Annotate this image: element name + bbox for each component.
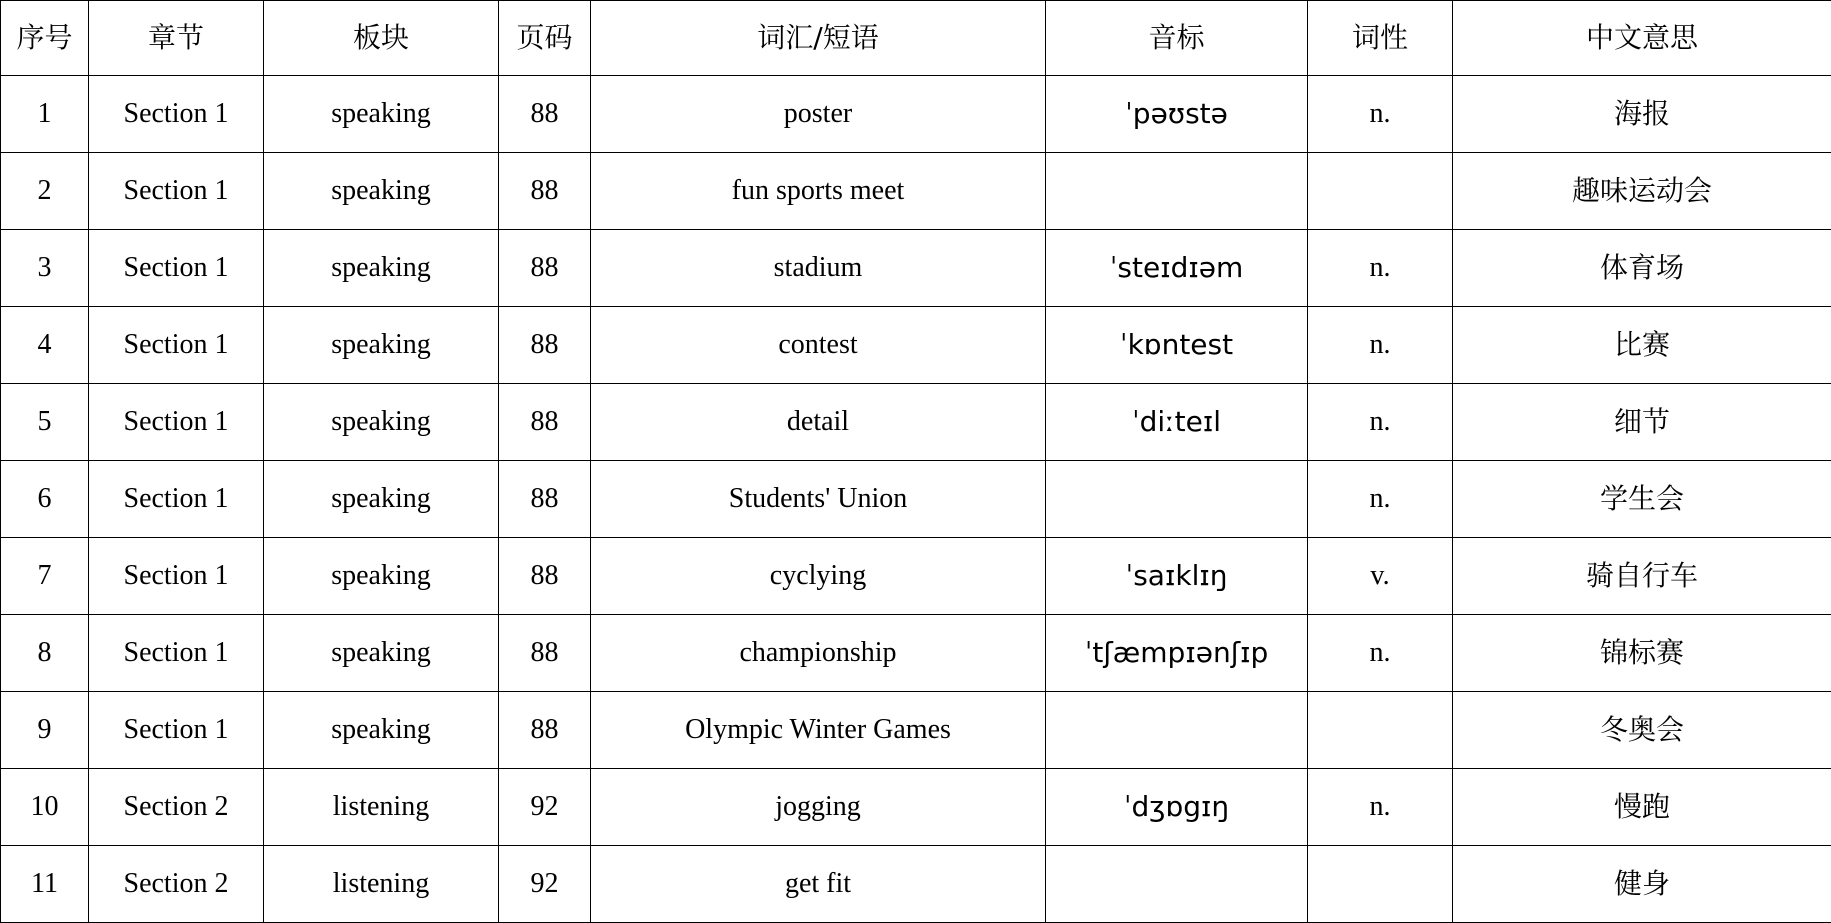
cell-pos: n. — [1308, 76, 1453, 153]
cell-pos — [1308, 153, 1453, 230]
cell-module: listening — [264, 846, 499, 923]
cell-phonetic — [1046, 692, 1308, 769]
cell-pos: n. — [1308, 307, 1453, 384]
cell-meaning: 锦标赛 — [1453, 615, 1831, 692]
cell-word: stadium — [591, 230, 1046, 307]
cell-phonetic: ˈdʒɒgɪŋ — [1046, 769, 1308, 846]
cell-word: get fit — [591, 846, 1046, 923]
cell-pos: n. — [1308, 769, 1453, 846]
cell-meaning: 学生会 — [1453, 461, 1831, 538]
cell-index: 5 — [1, 384, 89, 461]
cell-pos: v. — [1308, 538, 1453, 615]
cell-phonetic: ˈsteɪdɪəm — [1046, 230, 1308, 307]
cell-page: 88 — [499, 230, 591, 307]
table-row — [1, 692, 1831, 769]
cell-chapter: Section 1 — [89, 230, 264, 307]
cell-chapter: Section 1 — [89, 538, 264, 615]
cell-page: 88 — [499, 538, 591, 615]
cell-phonetic — [1046, 153, 1308, 230]
column-header-pos: 词性 — [1308, 1, 1453, 76]
cell-index: 1 — [1, 76, 89, 153]
table-header-row — [1, 1, 1831, 76]
column-header-phonetic: 音标 — [1046, 1, 1308, 76]
table-row — [1, 153, 1831, 230]
cell-pos: n. — [1308, 461, 1453, 538]
cell-index: 8 — [1, 615, 89, 692]
cell-phonetic: ˈkɒntest — [1046, 307, 1308, 384]
column-header-meaning: 中文意思 — [1453, 1, 1831, 76]
cell-chapter: Section 1 — [89, 384, 264, 461]
cell-index: 7 — [1, 538, 89, 615]
cell-module: speaking — [264, 307, 499, 384]
cell-page: 88 — [499, 461, 591, 538]
cell-pos: n. — [1308, 230, 1453, 307]
cell-page: 88 — [499, 153, 591, 230]
cell-page: 92 — [499, 769, 591, 846]
cell-module: speaking — [264, 76, 499, 153]
cell-chapter: Section 1 — [89, 615, 264, 692]
cell-page: 88 — [499, 76, 591, 153]
cell-phonetic — [1046, 846, 1308, 923]
cell-module: speaking — [264, 538, 499, 615]
cell-phonetic: ˈsaɪklɪŋ — [1046, 538, 1308, 615]
cell-index: 11 — [1, 846, 89, 923]
cell-pos: n. — [1308, 615, 1453, 692]
cell-page: 88 — [499, 692, 591, 769]
cell-page: 88 — [499, 384, 591, 461]
cell-pos — [1308, 692, 1453, 769]
cell-chapter: Section 2 — [89, 769, 264, 846]
table-row — [1, 615, 1831, 692]
cell-word: cyclying — [591, 538, 1046, 615]
table-header — [1, 1, 1831, 76]
cell-word: detail — [591, 384, 1046, 461]
cell-word: contest — [591, 307, 1046, 384]
cell-index: 4 — [1, 307, 89, 384]
cell-module: listening — [264, 769, 499, 846]
cell-meaning: 比赛 — [1453, 307, 1831, 384]
cell-index: 10 — [1, 769, 89, 846]
cell-index: 6 — [1, 461, 89, 538]
cell-word: championship — [591, 615, 1046, 692]
cell-index: 3 — [1, 230, 89, 307]
cell-page: 88 — [499, 307, 591, 384]
cell-module: speaking — [264, 461, 499, 538]
cell-index: 2 — [1, 153, 89, 230]
cell-meaning: 细节 — [1453, 384, 1831, 461]
cell-meaning: 骑自行车 — [1453, 538, 1831, 615]
cell-phonetic: ˈpəʊstə — [1046, 76, 1308, 153]
cell-module: speaking — [264, 230, 499, 307]
cell-phonetic: ˈdiːteɪl — [1046, 384, 1308, 461]
cell-module: speaking — [264, 153, 499, 230]
cell-meaning: 趣味运动会 — [1453, 153, 1831, 230]
cell-word: poster — [591, 76, 1046, 153]
cell-chapter: Section 1 — [89, 307, 264, 384]
cell-meaning: 慢跑 — [1453, 769, 1831, 846]
cell-index: 9 — [1, 692, 89, 769]
table-row — [1, 230, 1831, 307]
cell-phonetic: ˈtʃæmpɪənʃɪp — [1046, 615, 1308, 692]
cell-page: 88 — [499, 615, 591, 692]
cell-chapter: Section 1 — [89, 153, 264, 230]
cell-word: Olympic Winter Games — [591, 692, 1046, 769]
cell-pos — [1308, 846, 1453, 923]
column-header-word: 词汇/短语 — [591, 1, 1046, 76]
cell-word: fun sports meet — [591, 153, 1046, 230]
cell-meaning: 体育场 — [1453, 230, 1831, 307]
table-row — [1, 307, 1831, 384]
cell-chapter: Section 1 — [89, 461, 264, 538]
cell-meaning: 冬奥会 — [1453, 692, 1831, 769]
column-header-index: 序号 — [1, 1, 89, 76]
cell-meaning: 健身 — [1453, 846, 1831, 923]
cell-chapter: Section 1 — [89, 692, 264, 769]
cell-module: speaking — [264, 692, 499, 769]
column-header-chapter: 章节 — [89, 1, 264, 76]
cell-module: speaking — [264, 615, 499, 692]
column-header-module: 板块 — [264, 1, 499, 76]
table-row — [1, 538, 1831, 615]
cell-module: speaking — [264, 384, 499, 461]
table-row — [1, 846, 1831, 923]
table-row — [1, 461, 1831, 538]
cell-chapter: Section 2 — [89, 846, 264, 923]
cell-meaning: 海报 — [1453, 76, 1831, 153]
table-row — [1, 769, 1831, 846]
cell-word: jogging — [591, 769, 1046, 846]
cell-phonetic — [1046, 461, 1308, 538]
table-row — [1, 76, 1831, 153]
table-body — [1, 76, 1831, 923]
cell-word: Students' Union — [591, 461, 1046, 538]
table-row — [1, 384, 1831, 461]
column-header-page: 页码 — [499, 1, 591, 76]
cell-pos: n. — [1308, 384, 1453, 461]
cell-page: 92 — [499, 846, 591, 923]
cell-chapter: Section 1 — [89, 76, 264, 153]
